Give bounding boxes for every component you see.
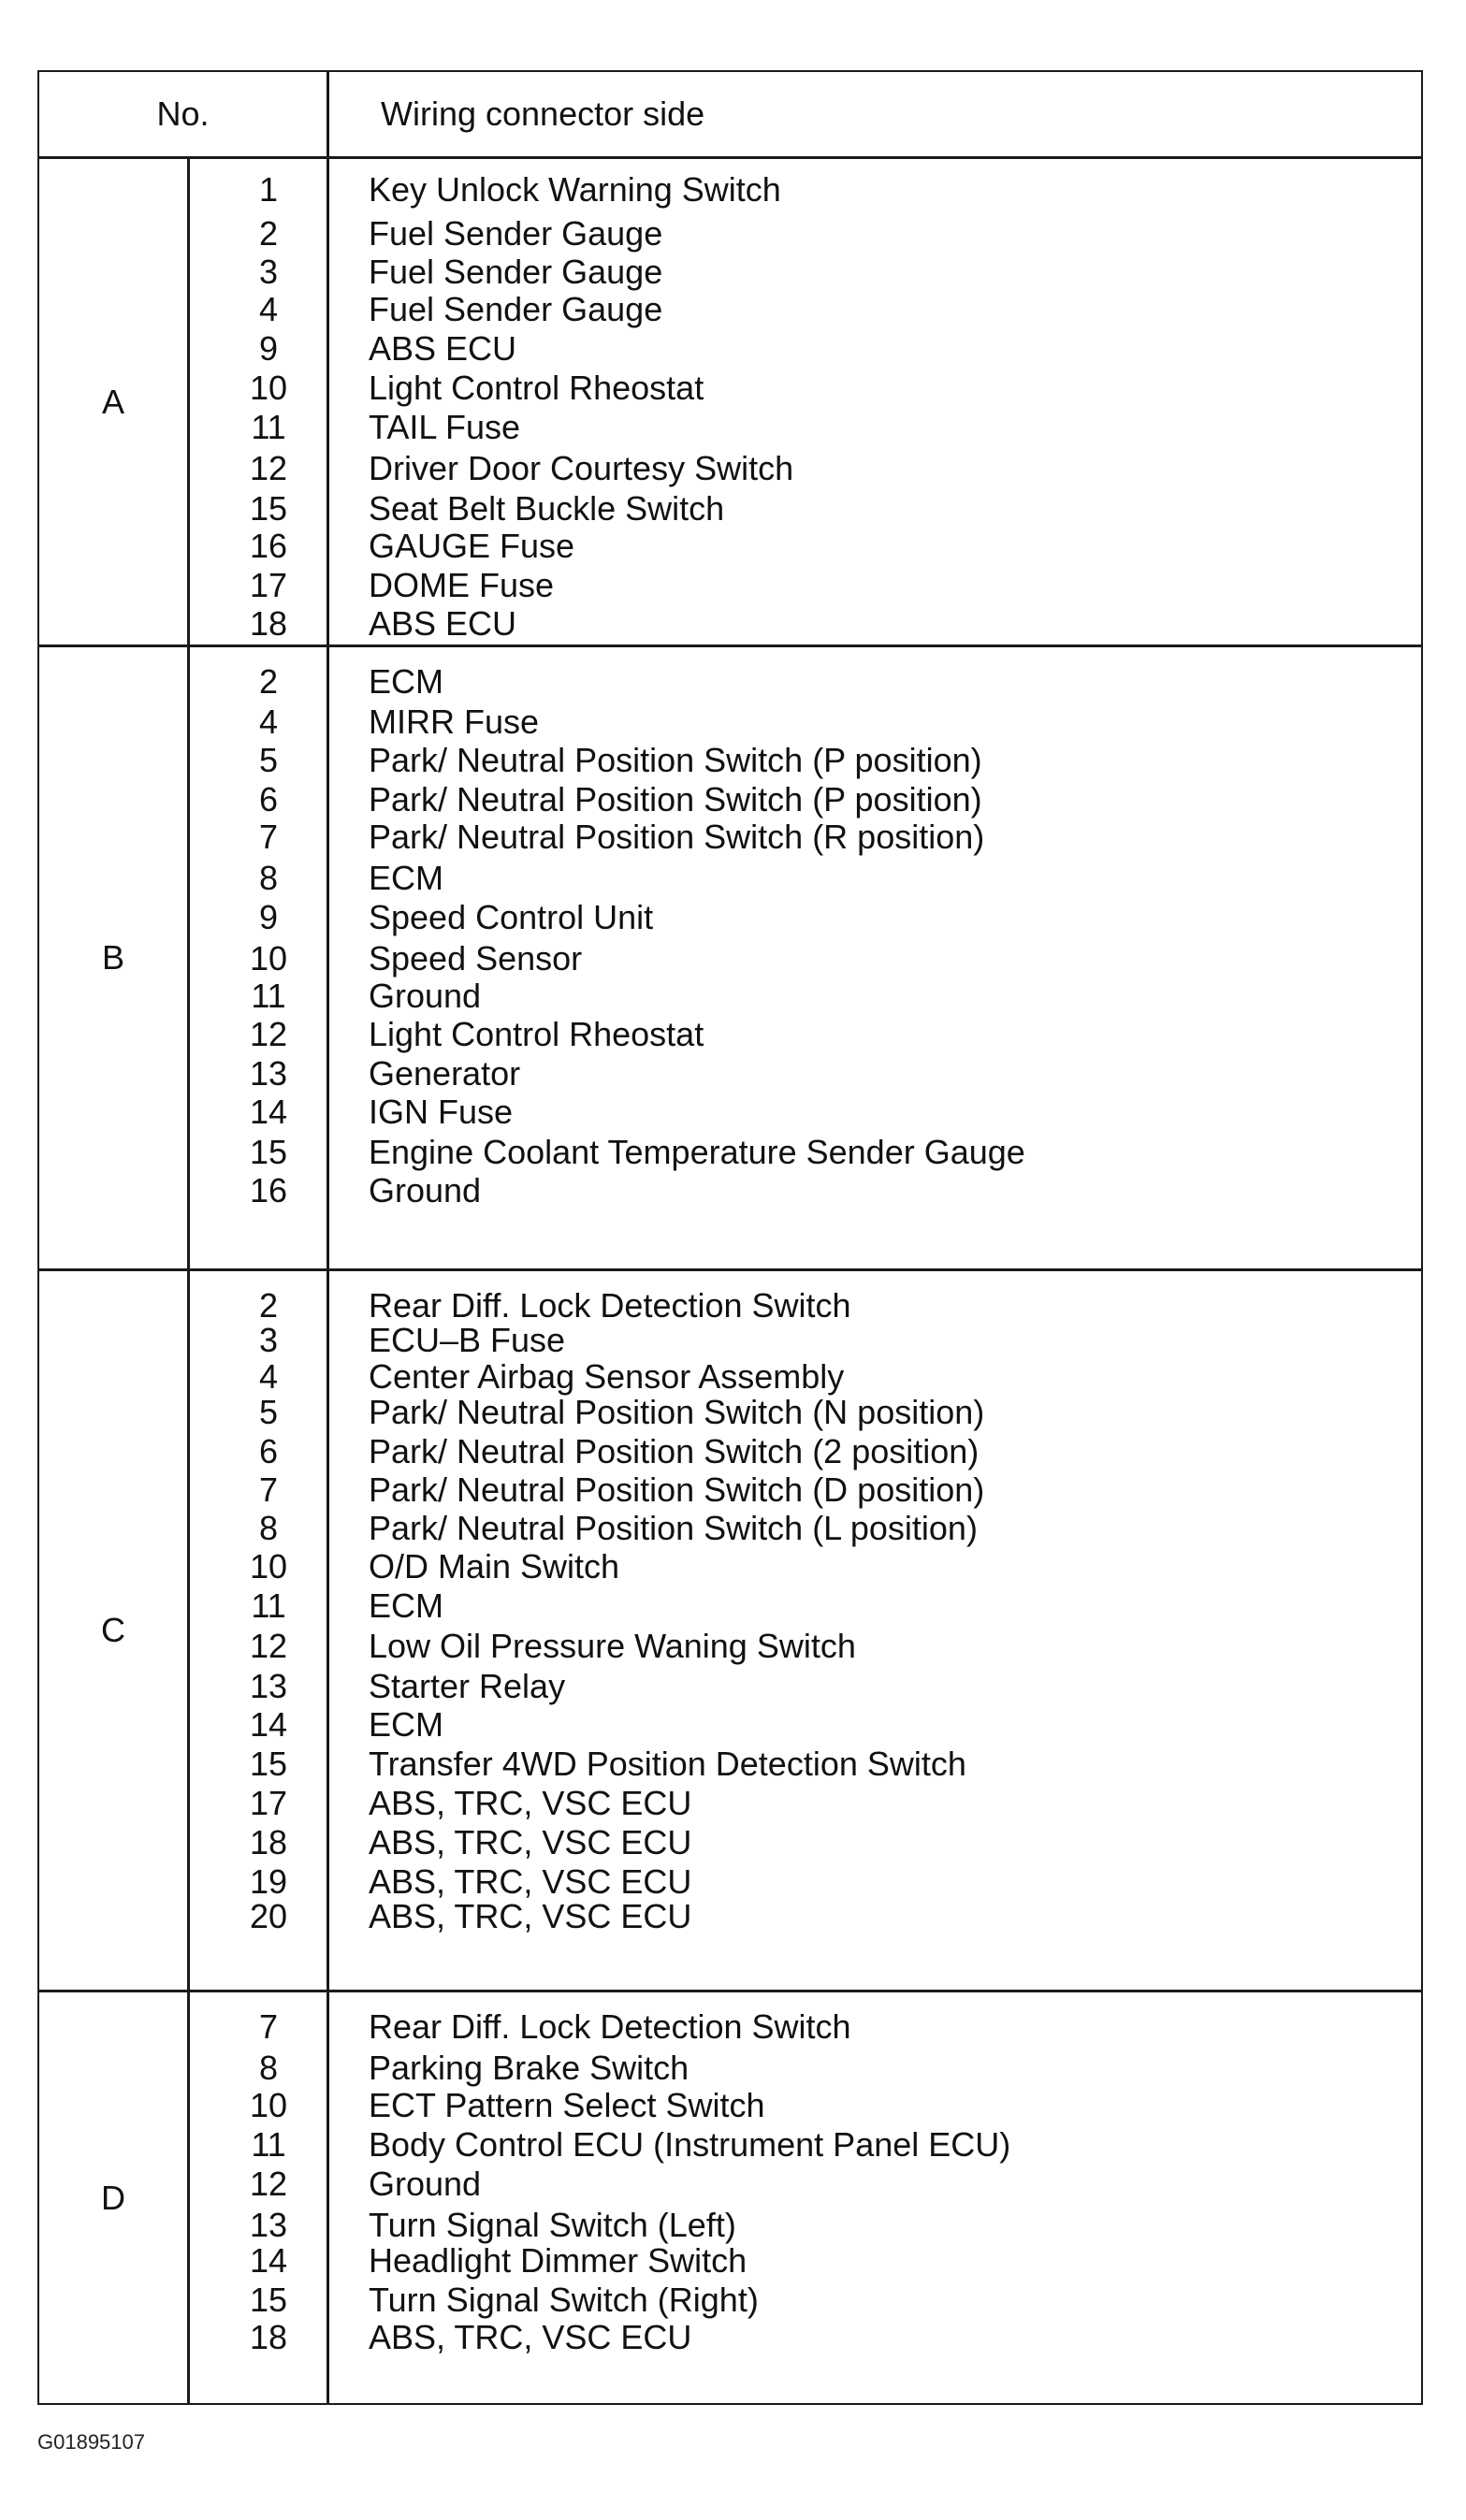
pin-number: 2: [258, 662, 279, 701]
pin-number: 8: [258, 2049, 279, 2087]
pin-number: 10: [249, 2086, 288, 2124]
pin-number: 12: [249, 1015, 288, 1053]
pin-description: ABS, TRC, VSC ECU: [369, 1862, 692, 1901]
table-row: [39, 2125, 1421, 2165]
pin-description: ECT Pattern Select Switch: [369, 2086, 765, 2124]
connector-table: [37, 70, 1423, 2405]
pin-number: 14: [249, 2241, 288, 2280]
pin-description: Parking Brake Switch: [369, 2049, 689, 2087]
pin-number: 15: [249, 1745, 288, 1783]
table-row: [39, 290, 1421, 329]
table-row: [39, 1784, 1421, 1823]
pin-description: ECM: [369, 1705, 443, 1744]
figure-id: G01895107: [37, 2430, 145, 2454]
pin-description: Generator: [369, 1054, 521, 1093]
table-row: [39, 170, 1421, 210]
pin-description: Park/ Neutral Position Switch (L position): [369, 1509, 978, 1547]
table-row: [39, 1547, 1421, 1586]
table-row: [39, 566, 1421, 605]
table-row: [39, 489, 1421, 529]
pin-description: Rear Diff. Lock Detection Switch: [369, 1286, 851, 1325]
pin-description: Light Control Rheostat: [369, 1015, 704, 1053]
pin-description: ABS ECU: [369, 329, 517, 368]
pin-description: Center Airbag Sensor Assembly: [369, 1357, 845, 1396]
pin-number: 11: [251, 977, 286, 1015]
table-row: [39, 1321, 1421, 1360]
table-row: [39, 2281, 1421, 2320]
group-a: [39, 159, 1421, 644]
pin-number: 13: [249, 2206, 288, 2244]
pin-number: 15: [249, 489, 288, 528]
table-row: [39, 253, 1421, 292]
table-row: [39, 1171, 1421, 1210]
pin-number: 11: [251, 2125, 286, 2164]
pin-description: O/D Main Switch: [369, 1547, 620, 1586]
pin-description: Speed Control Unit: [369, 898, 654, 936]
pin-number: 17: [249, 566, 288, 604]
pin-number: 9: [258, 329, 279, 368]
group-c: [39, 1271, 1421, 1990]
pin-description: Ground: [369, 977, 482, 1015]
table-row: [39, 1432, 1421, 1471]
table-row: [39, 1509, 1421, 1548]
pin-number: 15: [249, 2281, 288, 2319]
pin-description: DOME Fuse: [369, 566, 555, 604]
pin-description: ECU–B Fuse: [369, 1321, 566, 1359]
group-b: [39, 647, 1421, 1268]
header-no: No.: [156, 94, 210, 133]
table-row: [39, 662, 1421, 702]
pin-number: 11: [251, 408, 286, 446]
pin-description: Driver Door Courtesy Switch: [369, 449, 794, 487]
pin-number: 5: [258, 1393, 279, 1431]
table-row: [39, 1054, 1421, 1093]
pin-description: Headlight Dimmer Switch: [369, 2241, 748, 2280]
pin-number: 13: [249, 1054, 288, 1093]
table-row: [39, 2318, 1421, 2357]
pin-description: ABS, TRC, VSC ECU: [369, 1784, 692, 1822]
table-row: [39, 1357, 1421, 1397]
pin-number: 17: [249, 1784, 288, 1822]
pin-description: Ground: [369, 1171, 482, 1209]
pin-description: Speed Sensor: [369, 939, 583, 978]
group-letter: C: [101, 1611, 125, 1649]
table-row: [39, 1897, 1421, 1936]
table-row: [39, 2165, 1421, 2204]
pin-number: 8: [258, 1509, 279, 1547]
pin-description: TAIL Fuse: [369, 408, 521, 446]
table-row: [39, 527, 1421, 566]
pin-number: 7: [258, 1470, 279, 1509]
pin-description: ABS, TRC, VSC ECU: [369, 1823, 692, 1861]
group-letter: A: [101, 382, 124, 421]
table-row: [39, 604, 1421, 644]
pin-number: 11: [251, 1586, 286, 1625]
table-row: [39, 2241, 1421, 2281]
pin-description: Park/ Neutral Position Switch (2 position): [369, 1432, 980, 1470]
pin-number: 2: [258, 1286, 279, 1325]
group-letter: D: [101, 2178, 125, 2217]
table-row: [39, 898, 1421, 937]
table-row: [39, 1286, 1421, 1325]
pin-number: 20: [249, 1897, 288, 1935]
pin-description: Starter Relay: [369, 1667, 566, 1705]
table-row: [39, 1586, 1421, 1626]
group-divider: [39, 1268, 1421, 1271]
pin-description: ABS ECU: [369, 604, 517, 643]
table-row: [39, 1823, 1421, 1862]
table-row: [39, 780, 1421, 819]
pin-description: Park/ Neutral Position Switch (N position): [369, 1393, 985, 1431]
pin-number: 9: [258, 898, 279, 936]
pin-number: 8: [258, 859, 279, 897]
table-row: [39, 2086, 1421, 2125]
pin-description: Fuel Sender Gauge: [369, 290, 663, 328]
pin-number: 18: [249, 2318, 288, 2356]
table-row: [39, 1015, 1421, 1054]
table-row: [39, 1093, 1421, 1132]
table-row: [39, 1627, 1421, 1666]
table-row: [39, 2049, 1421, 2088]
pin-number: 18: [249, 1823, 288, 1861]
pin-description: Park/ Neutral Position Switch (R position): [369, 818, 985, 856]
table-row: [39, 408, 1421, 447]
table-row: [39, 1667, 1421, 1706]
pin-description: IGN Fuse: [369, 1093, 514, 1131]
table-row: [39, 369, 1421, 408]
pin-number: 2: [258, 214, 279, 253]
pin-description: Seat Belt Buckle Switch: [369, 489, 725, 528]
table-row: [39, 1862, 1421, 1902]
pin-description: Fuel Sender Gauge: [369, 253, 663, 291]
pin-description: Rear Diff. Lock Detection Switch: [369, 2007, 851, 2046]
pin-description: Park/ Neutral Position Switch (D position): [369, 1470, 985, 1509]
table-row: [39, 741, 1421, 780]
pin-description: Engine Coolant Temperature Sender Gauge: [369, 1133, 1025, 1171]
pin-number: 3: [258, 253, 279, 291]
pin-number: 4: [258, 1357, 279, 1396]
pin-number: 19: [249, 1862, 288, 1901]
header-wiring-connector-side: Wiring connector side: [381, 94, 705, 133]
pin-number: 10: [249, 369, 288, 407]
table-row: [39, 939, 1421, 978]
table-row: [39, 818, 1421, 857]
table-row: [39, 1745, 1421, 1784]
pin-number: 12: [249, 449, 288, 487]
pin-number: 5: [258, 741, 279, 779]
table-row: [39, 1470, 1421, 1510]
table-row: [39, 859, 1421, 898]
pin-number: 6: [258, 780, 279, 818]
pin-number: 10: [249, 939, 288, 978]
pin-number: 12: [249, 2165, 288, 2203]
pin-description: Park/ Neutral Position Switch (P position): [369, 741, 982, 779]
pin-number: 4: [258, 290, 279, 328]
table-row: [39, 2206, 1421, 2245]
pin-number: 7: [258, 818, 279, 856]
pin-description: Transfer 4WD Position Detection Switch: [369, 1745, 966, 1783]
pin-description: Key Unlock Warning Switch: [369, 170, 781, 209]
pin-number: 14: [249, 1705, 288, 1744]
pin-description: Low Oil Pressure Waning Switch: [369, 1627, 856, 1665]
pin-description: ECM: [369, 1586, 443, 1625]
table-row: [39, 1393, 1421, 1432]
pin-number: 6: [258, 1432, 279, 1470]
pin-number: 7: [258, 2007, 279, 2046]
table-row: [39, 214, 1421, 253]
pin-description: Park/ Neutral Position Switch (P position): [369, 780, 982, 818]
pin-number: 12: [249, 1627, 288, 1665]
pin-description: Light Control Rheostat: [369, 369, 704, 407]
pin-number: 18: [249, 604, 288, 643]
pin-number: 16: [249, 1171, 288, 1209]
pin-number: 3: [258, 1321, 279, 1359]
group-letter: B: [101, 938, 124, 977]
table-row: [39, 702, 1421, 742]
table-row: [39, 1133, 1421, 1172]
group-divider: [39, 1990, 1421, 1992]
pin-number: 13: [249, 1667, 288, 1705]
pin-description: Turn Signal Switch (Left): [369, 2206, 736, 2244]
pin-description: ABS, TRC, VSC ECU: [369, 2318, 692, 2356]
pin-description: Fuel Sender Gauge: [369, 214, 663, 253]
group-d: [39, 1992, 1421, 2403]
table-row: [39, 1705, 1421, 1745]
table-row: [39, 329, 1421, 369]
pin-number: 16: [249, 527, 288, 565]
pin-description: GAUGE Fuse: [369, 527, 575, 565]
pin-number: 15: [249, 1133, 288, 1171]
pin-description: ECM: [369, 859, 443, 897]
pin-number: 14: [249, 1093, 288, 1131]
pin-number: 1: [258, 170, 279, 209]
pin-description: Body Control ECU (Instrument Panel ECU): [369, 2125, 1011, 2164]
table-row: [39, 977, 1421, 1016]
pin-number: 4: [258, 702, 279, 741]
table-row: [39, 449, 1421, 488]
pin-description: ABS, TRC, VSC ECU: [369, 1897, 692, 1935]
pin-description: Ground: [369, 2165, 482, 2203]
group-divider: [39, 644, 1421, 647]
pin-description: Turn Signal Switch (Right): [369, 2281, 759, 2319]
table-row: [39, 2007, 1421, 2047]
pin-description: MIRR Fuse: [369, 702, 540, 741]
pin-number: 10: [249, 1547, 288, 1586]
pin-description: ECM: [369, 662, 443, 701]
